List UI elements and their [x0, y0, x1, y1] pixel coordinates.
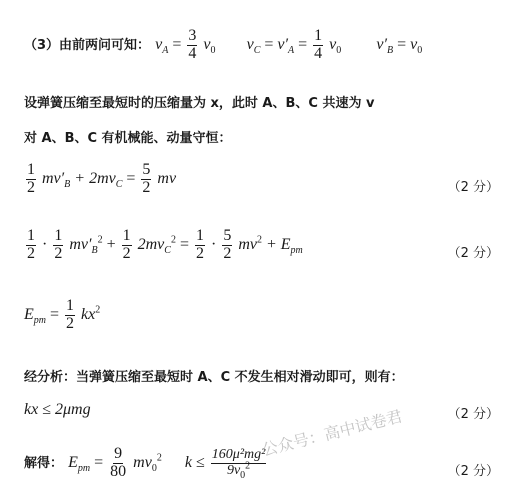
condition-score: （2 分） [447, 407, 499, 422]
momentum-equation: $\frac{1}{2}$ $mv'_B + 2mv_C$ = $\frac{5}{2}$ mv [27, 161, 177, 196]
energy-score: （2 分） [447, 246, 499, 261]
analysis-text: 经分析：当弹簧压缩至最短时 A、C 不发生相对滑动即可，则有： [24, 370, 404, 385]
solution-line [24, 446, 268, 481]
momentum-score: （2 分） [447, 180, 499, 195]
part3-line [24, 28, 422, 63]
watermark: 公众号：高中试卷君 [259, 406, 405, 460]
spring-energy-equation: $E_{pm}$ = $\frac{1}{2}$ $kx^2$ [24, 297, 101, 332]
assumption-text: 设弹簧压缩至最短时的压缩量为 x，此时 A、B、C 共速为 v [24, 96, 375, 111]
energy-equation: $\frac{1}{2}$ · $\frac{1}{2}$ $mv'_B^2$ + $\frac{1}{2}$ $2mv_C^2$ = $\frac{1}{2}$ · $\frac{5}{2}$ $mv^2 + E_{pm}$ [27, 227, 303, 262]
eq-va: $v_A$ = $\frac{3}{4}$ $v_0$ [155, 27, 216, 62]
conservation-text: 对 A、B、C 有机械能、动量守恒： [24, 131, 232, 146]
solution-prefix: 解得： [24, 455, 64, 471]
solution-score: （2 分） [447, 464, 499, 479]
part3-prefix: （3）由前两问可知： [24, 37, 151, 53]
solution-energy: $E_{pm}$ = $\frac{9}{80}$ $mv_0^2$ [68, 445, 162, 480]
solution-k: k ≤ $\frac{\text{160μ²mg²}}{9v_0^2}$ [184, 447, 266, 481]
eq-vb: $v'_B = v_0$ [376, 35, 423, 57]
eq-vc: $v_C = v'_A$ = $\frac{1}{4}$ $v_0$ [246, 27, 342, 62]
condition-equation: kx ≤ 2μmg [24, 401, 91, 418]
